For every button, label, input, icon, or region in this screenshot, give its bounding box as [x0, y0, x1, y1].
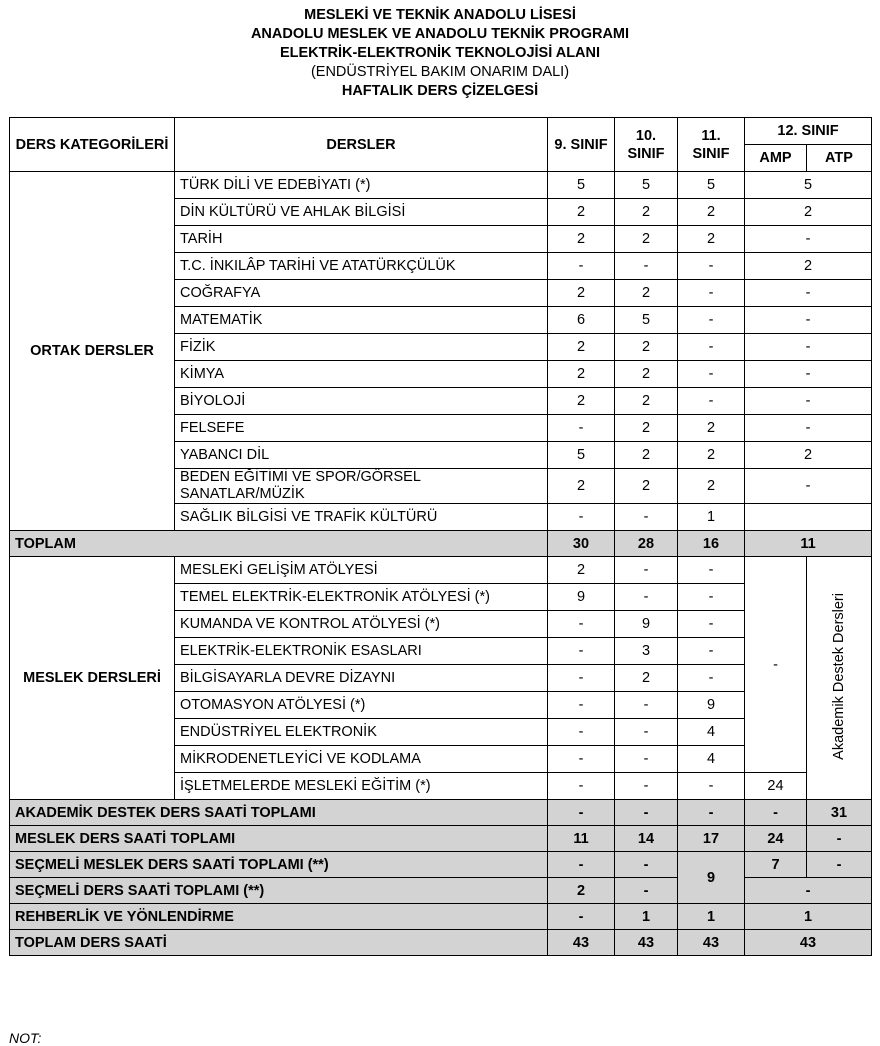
toplam-g9: 30 [548, 531, 615, 557]
sum-secmeli-meslek-row [10, 852, 872, 878]
sum-meslek-atp: - [807, 826, 872, 852]
sum-rehberlik-g11: 1 [678, 904, 745, 930]
grade-9-hours: 9 [548, 584, 615, 611]
toplam-label: TOPLAM [10, 531, 548, 557]
lesson-name: SAĞLIK BİLGİSİ VE TRAFİK KÜLTÜRÜ [175, 504, 548, 531]
grade-10-hours: - [615, 557, 678, 584]
note-label: NOT: [9, 1030, 42, 1046]
grade-11-hours: 4 [678, 719, 745, 746]
grade-10-hours: - [615, 746, 678, 773]
grade-11-hours: 2 [678, 199, 745, 226]
sum-toplam-g11: 43 [678, 930, 745, 956]
grade-11-hours: - [678, 361, 745, 388]
header-categories: DERS KATEGORİLERİ [10, 118, 175, 172]
lesson-name: MESLEKİ GELİŞİM ATÖLYESİ [175, 557, 548, 584]
grade-11-hours: - [678, 611, 745, 638]
grade-11-hours: 1 [678, 504, 745, 531]
toplam-g12: 11 [745, 531, 872, 557]
grade-11-hours: - [678, 253, 745, 280]
grade-9-hours: 5 [548, 172, 615, 199]
toplam-g11: 16 [678, 531, 745, 557]
grade-11-hours: 2 [678, 469, 745, 504]
grade-9-hours: - [548, 665, 615, 692]
grade-12-hours: 2 [745, 442, 872, 469]
weekly-schedule-table [9, 117, 872, 956]
sum-secmeli-meslek-label: SEÇMELİ MESLEK DERS SAATİ TOPLAMI (**) [10, 852, 548, 878]
grade-9-hours: 2 [548, 361, 615, 388]
grade-9-hours: 2 [548, 334, 615, 361]
sum-toplam-g9: 43 [548, 930, 615, 956]
grade-11-hours: 2 [678, 415, 745, 442]
grade-11-hours: - [678, 334, 745, 361]
category-ortak: ORTAK DERSLER [10, 172, 175, 531]
grade-12-hours: - [745, 226, 872, 253]
sum-secmeli-g11-merged: 9 [678, 852, 745, 904]
grade-9-hours: - [548, 746, 615, 773]
grade-9-hours: - [548, 253, 615, 280]
grade-11-hours: 9 [678, 692, 745, 719]
toplam-g10: 28 [615, 531, 678, 557]
grade-12-hours: 2 [745, 253, 872, 280]
lesson-name: YABANCI DİL [175, 442, 548, 469]
schedule-title: HAFTALIK DERS ÇİZELGESİ [341, 83, 539, 99]
sum-secmeli-g9: 2 [548, 878, 615, 904]
sum-meslek-amp: 24 [745, 826, 807, 852]
sum-secmeli-g10: - [615, 878, 678, 904]
grade-11-hours: - [678, 665, 745, 692]
grade-10-hours: - [615, 773, 678, 800]
sum-toplam-label: TOPLAM DERS SAATİ [10, 930, 548, 956]
sum-secmeli-label: SEÇMELİ DERS SAATİ TOPLAMI (**) [10, 878, 548, 904]
grade-12-hours: - [745, 361, 872, 388]
grade-10-hours: - [615, 719, 678, 746]
lesson-name: BEDEN EĞİTİMİ VE SPOR/GÖRSEL SANATLAR/MÜZİK [175, 469, 548, 504]
grade-10-hours: 2 [615, 334, 678, 361]
lesson-name: ENDÜSTRİYEL ELEKTRONİK [175, 719, 548, 746]
lesson-name: TÜRK DİLİ VE EDEBİYATI (*) [175, 172, 548, 199]
grade-9-hours: - [548, 415, 615, 442]
header-grade-10: 10. SINIF [615, 118, 678, 172]
lesson-name: DİN KÜLTÜRÜ VE AHLAK BİLGİSİ [175, 199, 548, 226]
sum-akademik-atp: 31 [807, 800, 872, 826]
lesson-name: KİMYA [175, 361, 548, 388]
grade-11-hours: 2 [678, 442, 745, 469]
akademik-destek-label: Akademik Destek Dersleri [831, 592, 847, 760]
grade-10-hours: 5 [615, 307, 678, 334]
program-title: ANADOLU MESLEK VE ANADOLU TEKNİK PROGRAMI [250, 26, 630, 42]
sum-secmeli-g12: - [745, 878, 872, 904]
grade-10-hours: 2 [615, 280, 678, 307]
sum-akademik-g9: - [548, 800, 615, 826]
header-grade-9: 9. SINIF [548, 118, 615, 172]
sum-meslek-label: MESLEK DERS SAATİ TOPLAMI [10, 826, 548, 852]
grade-12-hours: - [745, 469, 872, 504]
lesson-name: T.C. İNKILÂP TARİHİ VE ATATÜRKÇÜLÜK [175, 253, 548, 280]
ortak-row [10, 172, 872, 199]
grade-12-hours: - [745, 307, 872, 334]
meslek-row [10, 557, 872, 584]
sum-secmeli-meslek-amp: 7 [745, 852, 807, 878]
grade-10-hours: 5 [615, 172, 678, 199]
lesson-name: BİLGİSAYARLA DEVRE DİZAYNI [175, 665, 548, 692]
lesson-name: BİYOLOJİ [175, 388, 548, 415]
grade-11-hours: 5 [678, 172, 745, 199]
grade-11-hours: 4 [678, 746, 745, 773]
lesson-name: ELEKTRİK-ELEKTRONİK ESASLARI [175, 638, 548, 665]
document-header [0, 6, 880, 101]
grade-9-hours: 2 [548, 226, 615, 253]
grade-12-hours: - [745, 280, 872, 307]
grade-9-hours: - [548, 719, 615, 746]
grade-10-hours: - [615, 504, 678, 531]
lesson-name: MATEMATİK [175, 307, 548, 334]
grade-10-hours: - [615, 692, 678, 719]
meslek-dersleri-group [10, 557, 872, 800]
sum-akademik-amp: - [745, 800, 807, 826]
grade-9-hours: - [548, 611, 615, 638]
sum-rehberlik-label: REHBERLİK VE YÖNLENDİRME [10, 904, 548, 930]
grade-11-hours: - [678, 638, 745, 665]
grade-11-hours: - [678, 307, 745, 334]
sum-akademik-row [10, 800, 872, 826]
lesson-name: MİKRODENETLEYİCİ VE KODLAMA [175, 746, 548, 773]
sum-toplam-g10: 43 [615, 930, 678, 956]
grade-9-hours: 6 [548, 307, 615, 334]
toplam-row [10, 531, 872, 557]
grade-11-hours: 2 [678, 226, 745, 253]
grade-10-hours: 2 [615, 199, 678, 226]
sum-secmeli-meslek-g9: - [548, 852, 615, 878]
sum-secmeli-meslek-g10: - [615, 852, 678, 878]
lesson-name: FİZİK [175, 334, 548, 361]
lesson-name: COĞRAFYA [175, 280, 548, 307]
grade-9-hours: - [548, 692, 615, 719]
sum-meslek-g9: 11 [548, 826, 615, 852]
grade-9-hours: 2 [548, 199, 615, 226]
grade-12-hours: - [745, 415, 872, 442]
sum-rehberlik-row [10, 904, 872, 930]
sum-akademik-label: AKADEMİK DESTEK DERS SAATİ TOPLAMI [10, 800, 548, 826]
sum-meslek-row [10, 826, 872, 852]
grade-11-hours: - [678, 584, 745, 611]
header-grade-11: 11. SINIF [678, 118, 745, 172]
sum-rehberlik-g12: 1 [745, 904, 872, 930]
sum-meslek-g11: 17 [678, 826, 745, 852]
sum-toplam-row [10, 930, 872, 956]
category-meslek: MESLEK DERSLERİ [10, 557, 175, 800]
grade-9-hours: 2 [548, 388, 615, 415]
grade-11-hours: - [678, 773, 745, 800]
sum-rehberlik-g10: 1 [615, 904, 678, 930]
grade-10-hours: 2 [615, 388, 678, 415]
grade-9-hours: 2 [548, 557, 615, 584]
grade-9-hours: 2 [548, 280, 615, 307]
sum-akademik-g10: - [615, 800, 678, 826]
grade-11-hours: - [678, 280, 745, 307]
amp-meslek-group: - [745, 557, 807, 773]
grade-12-hours: 2 [745, 199, 872, 226]
header-atp: ATP [807, 145, 872, 172]
field-title: ELEKTRİK-ELEKTRONİK TEKNOLOJİSİ ALANI [279, 45, 601, 61]
lesson-name: TARİH [175, 226, 548, 253]
grade-10-hours: - [615, 253, 678, 280]
amp-isletme-hours: 24 [745, 773, 807, 800]
sum-secmeli-meslek-atp: - [807, 852, 872, 878]
akademik-destek-cell [807, 557, 872, 800]
grade-12-hours: - [745, 334, 872, 361]
grade-12-hours: - [745, 388, 872, 415]
grade-12-hours [745, 504, 872, 531]
grade-10-hours: 3 [615, 638, 678, 665]
grade-9-hours: - [548, 773, 615, 800]
grade-10-hours: 2 [615, 442, 678, 469]
grade-10-hours: 2 [615, 361, 678, 388]
grade-9-hours: 5 [548, 442, 615, 469]
sum-rehberlik-g9: - [548, 904, 615, 930]
sum-toplam-g12: 43 [745, 930, 872, 956]
sum-akademik-g11: - [678, 800, 745, 826]
grade-11-hours: - [678, 557, 745, 584]
grade-10-hours: 2 [615, 415, 678, 442]
lesson-name: OTOMASYON ATÖLYESİ (*) [175, 692, 548, 719]
lesson-name: İŞLETMELERDE MESLEKİ EĞİTİM (*) [175, 773, 548, 800]
sum-meslek-g10: 14 [615, 826, 678, 852]
lesson-name: KUMANDA VE KONTROL ATÖLYESİ (*) [175, 611, 548, 638]
grade-10-hours: 9 [615, 611, 678, 638]
grade-9-hours: 2 [548, 469, 615, 504]
ortak-dersler-group [10, 172, 872, 531]
header-lessons: DERSLER [175, 118, 548, 172]
lesson-name: TEMEL ELEKTRİK-ELEKTRONİK ATÖLYESİ (*) [175, 584, 548, 611]
grade-10-hours: 2 [615, 665, 678, 692]
grade-10-hours: 2 [615, 469, 678, 504]
header-amp: AMP [745, 145, 807, 172]
grade-10-hours: - [615, 584, 678, 611]
grade-12-hours: 5 [745, 172, 872, 199]
lesson-name: FELSEFE [175, 415, 548, 442]
grade-11-hours: - [678, 388, 745, 415]
grade-9-hours: - [548, 504, 615, 531]
header-grade-12: 12. SINIF [745, 118, 872, 145]
school-title: MESLEKİ VE TEKNİK ANADOLU LİSESİ [304, 7, 576, 23]
grade-9-hours: - [548, 638, 615, 665]
branch-title: (ENDÜSTRİYEL BAKIM ONARIM DALI) [310, 64, 570, 80]
header-row [10, 118, 872, 145]
grade-10-hours: 2 [615, 226, 678, 253]
